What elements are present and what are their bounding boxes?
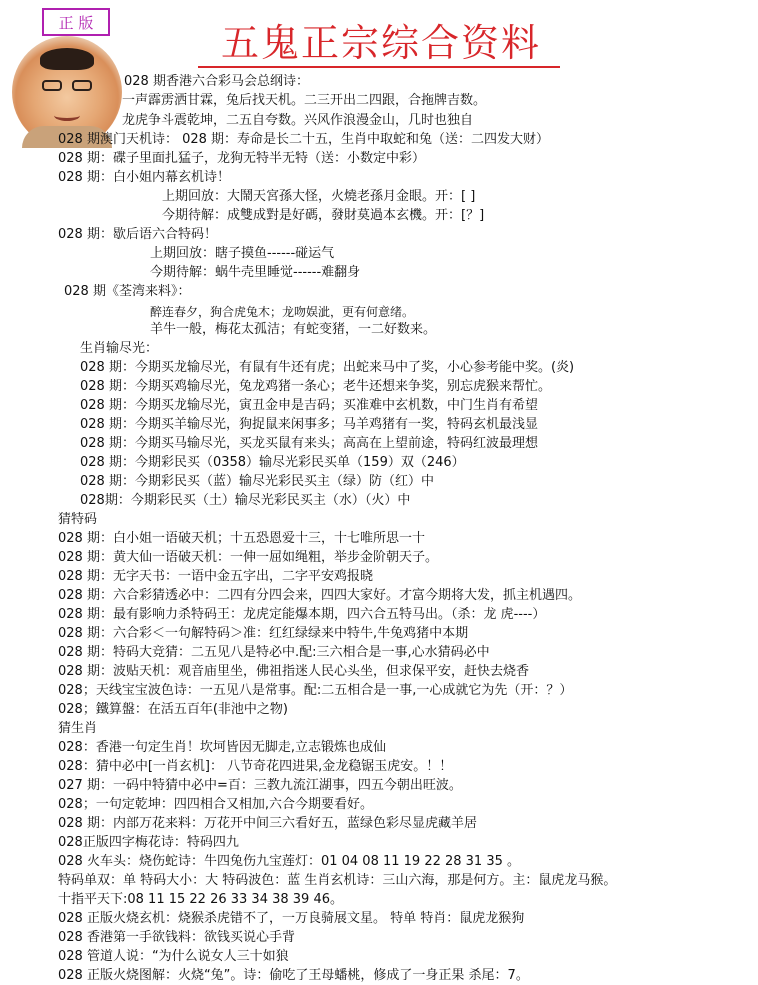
text-line: 028 期：今期彩民买（0358）输尽光彩民买单（159）双（246） xyxy=(80,455,465,470)
text-line: 028期：今期彩民买（土）输尽光彩民买主（水）（火）中 xyxy=(80,493,411,508)
text-line: 027 期：一码中特猜中必中=百：三教九流江湖事，四五今朝出旺波。 xyxy=(58,778,462,793)
text-line: 028 期：六合彩猜透必中：二四有分四会来，四四大家好。才富今期将大发，抓主机遇四。 xyxy=(58,588,581,603)
edition-badge: 正 版 xyxy=(42,8,110,36)
page-title: 五鬼正宗综合资料 xyxy=(220,21,541,65)
text-line: 今期待解：蜗牛壳里睡觉------难翻身 xyxy=(150,265,361,280)
text-line: 028；一句定乾坤：四四相合又相加,六合今期要看好。 xyxy=(58,797,373,812)
text-line: 028 期：歇后语六合特码！ xyxy=(58,227,217,242)
text-line: 龙虎争斗震乾坤，二五自夸数。兴风作浪漫金山，几时也独自 xyxy=(122,113,474,128)
text-line: 今期待解：成雙成對是好碼，發財莫過本玄機。开：[？] xyxy=(162,208,485,223)
text-line: 028 火车头：烧伤蛇诗：牛四兔伤九宝莲灯：01 04 08 11 19 22 28 31 35 。 xyxy=(58,854,521,869)
text-line: 028 期：最有影响力杀特码王：龙虎定能爆本期，四六合五特马出。（杀：龙 虎----） xyxy=(58,607,546,622)
text-line: 028 期香港六合彩马会总纲诗： xyxy=(124,74,309,89)
text-line: 028 期：白小姐一语破天机；十五恐恩爱十三，十七唯所思一十 xyxy=(58,531,425,546)
text-line: 028 期：今期买龙输尽光，有鼠有牛还有虎；出蛇来马中了奖，小心参考能中奖。(炎) xyxy=(80,360,575,375)
text-line: 028 期：今期彩民买（蓝）输尽光彩民买主（绿）防（红）中 xyxy=(80,474,434,489)
text-line: 028 期澳门天机诗： 028 期：寿命是长二十五，生肖中取蛇和兔（送：二四发大财） xyxy=(58,132,550,147)
text-line: 028 期：白小姐内幕玄机诗！ xyxy=(58,170,230,185)
text-line: 羊牛一般，梅花太孤洁；有蛇变猪，一二好数来。 xyxy=(150,322,437,337)
text-line: 028 期：今期买龙输尽光，寅丑金申是吉码；买准难中玄机数，中门生肖有希望 xyxy=(80,398,538,413)
text-line: 028 管道人说：“为什么说女人三十如狼 xyxy=(58,949,289,964)
text-line: 028；天线宝宝波色诗：一五见八是常事。配:二五相合是一事,一心成就它为先（开：？） xyxy=(58,683,573,698)
text-line: 028；鐵算盤：在活五百年(非池中之物) xyxy=(58,702,288,717)
section-heading: 猜生肖 xyxy=(58,721,98,736)
text-line: 028 期《荃湾来料》： xyxy=(64,284,191,299)
text-line: 028：香港一句定生肖！坎坷皆因无脚走,立志锻炼也成仙 xyxy=(58,740,386,755)
text-line: 028正版四字梅花诗：特码四九 xyxy=(58,835,239,850)
text-line: 上期回放：瞎子摸鱼------碰运气 xyxy=(150,246,335,261)
text-line: 十指平天下:08 11 15 22 26 33 34 38 39 46。 xyxy=(58,892,343,907)
text-line: 特码单双：单 特码大小：大 特码波色：蓝 生肖玄机诗：三山六海，那是何方。主：鼠虎龙马猴。 xyxy=(58,873,617,888)
text-line: 醉连春夕，狗合虎兔木；龙吻娱泚，更有何意绪。 xyxy=(150,305,415,319)
section-heading: 生肖输尽光： xyxy=(80,341,159,356)
text-line: 一声霹雳洒甘霖，兔后找天机。二三开出二四跟，合拖牌吉数。 xyxy=(122,93,487,108)
title-underline xyxy=(198,66,560,68)
text-line: 028 香港第一手欲钱料：欲钱买说心手背 xyxy=(58,930,295,945)
text-line: 028 期：无字天书：一语中金五字出，二字平安鸡报晓 xyxy=(58,569,373,584)
text-line: 028 期：内部万花来料：万花开中间三六看好五，蓝绿色彩尽显虎藏羊居 xyxy=(58,816,477,831)
text-line: 028：猜中必中[一肖玄机]： 八节奇花四进果,金龙稳锯玉虎安。！！ xyxy=(58,759,453,774)
text-line: 028 期：今期买马输尽光，买龙买鼠有来头；高高在上望前途，特码红波最理想 xyxy=(80,436,538,451)
text-line: 028 期：黄大仙一语破天机：一伸一屈如绳粗，举步金阶朝天子。 xyxy=(58,550,438,565)
text-line: 028 期：特码大竞猜：二五见八是特必中.配:三六相合是一事,心水猜码必中 xyxy=(58,645,490,660)
text-line: 028 期：碟子里面扎猛子，龙狗无特半无特（送：小数定中彩） xyxy=(58,151,425,166)
text-line: 上期回放：大鬧天宮孫大怪，火燒老孫月金眼。开：[ ] xyxy=(162,189,476,204)
text-line: 028 期：今期买羊输尽光，狗捉鼠来闲事多；马羊鸡猪有一奖，特码玄机最浅显 xyxy=(80,417,538,432)
section-heading: 猜特码 xyxy=(58,512,98,527)
text-line: 028 期：六合彩＜一句解特码＞准：红红绿绿来中特牛,牛兔鸡猪中本期 xyxy=(58,626,469,641)
text-line: 028 正版火烧玄机：烧猴杀虎错不了，一万良骑展文星。 特单 特肖：鼠虎龙猴狗 xyxy=(58,911,525,926)
text-line: 028 期：波贴天机：观音庙里坐，佛祖指迷人民心头坐，但求保平安，赶快去烧香 xyxy=(58,664,529,679)
text-line: 028 期：今期买鸡输尽光，兔龙鸡猪一条心；老牛还想来争奖，别忘虎猴来帮忙。 xyxy=(80,379,551,394)
text-line: 028 正版火烧图解：火烧“兔”。诗：偷吃了王母蟠桃，修成了一身正果 杀尾：7。 xyxy=(58,968,529,983)
